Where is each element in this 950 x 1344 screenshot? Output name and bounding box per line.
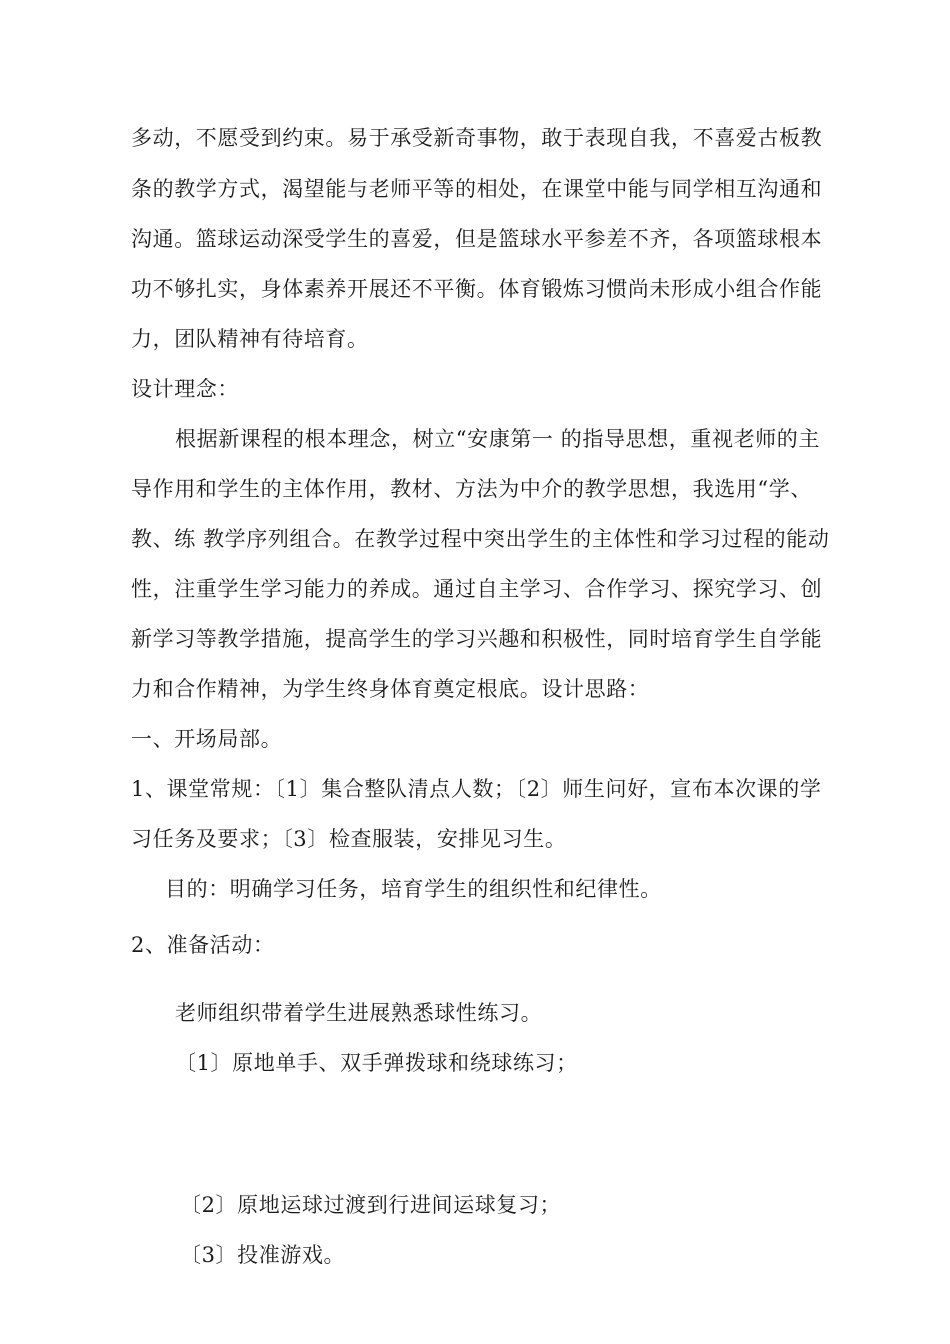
text-line-16: 目的：明确学习任务，培育学生的组织性和纪律性。 (165, 877, 662, 901)
list-item-1: 〔1〕原地单手、双手弹拨球和绕球练习； (175, 1051, 578, 1075)
list-item-3: 〔3〕投准游戏。 (180, 1243, 346, 1267)
text-line-14: 1、课堂常规：〔1〕集合整队清点人数；〔2〕师生问好，宣布本次课的学 (131, 777, 822, 801)
text-line-5: 力，团队精神有待培育。 (131, 327, 369, 351)
section-heading-warmup: 2、准备活动： (131, 933, 275, 957)
text-line-4: 功不够扎实，身体素养开展还不平衡。体育锻炼习惯尚未形成小组合作能 (131, 277, 823, 301)
text-line-10: 性，注重学生学习能力的养成。通过自主学习、合作学习、探究学习、创 (131, 577, 823, 601)
text-line-1: 多动，不愿受到约束。易于承受新奇事物，敢于表现自我，不喜爱古板教 (131, 126, 823, 150)
text-line-11: 新学习等教学措施，提高学生的学习兴趣和积极性，同时培育学生自学能 (131, 627, 823, 651)
text-line-18: 老师组织带着学生进展熟悉球性练习。 (175, 1001, 543, 1025)
text-line-2: 条的教学方式，渴望能与老师平等的相处，在课堂中能与同学相互沟通和 (131, 177, 823, 201)
text-line-8: 导作用和学生的主体作用，教材、方法为中介的教学思想，我选用“学、 (131, 477, 812, 501)
text-line-3: 沟通。篮球运动深受学生的喜爱，但是篮球水平参差不齐，各项篮球根本 (131, 227, 823, 251)
text-line-7: 根据新课程的根本理念，树立“安康第一 的指导思想，重视老师的主 (175, 427, 821, 451)
text-line-15: 习任务及要求；〔3〕检查服装，安排见习生。 (131, 827, 567, 851)
section-heading-opening: 一、开场局部。 (131, 727, 283, 751)
text-line-9: 教、练 教学序列组合。在教学过程中突出学生的主体性和学习过程的能动 (131, 527, 830, 551)
text-line-12: 力和合作精神，为学生终身体育奠定根底。设计思路： (131, 677, 650, 701)
section-heading-design-concept: 设计理念： (131, 377, 239, 401)
list-item-2: 〔2〕原地运球过渡到行进间运球复习； (180, 1193, 562, 1217)
